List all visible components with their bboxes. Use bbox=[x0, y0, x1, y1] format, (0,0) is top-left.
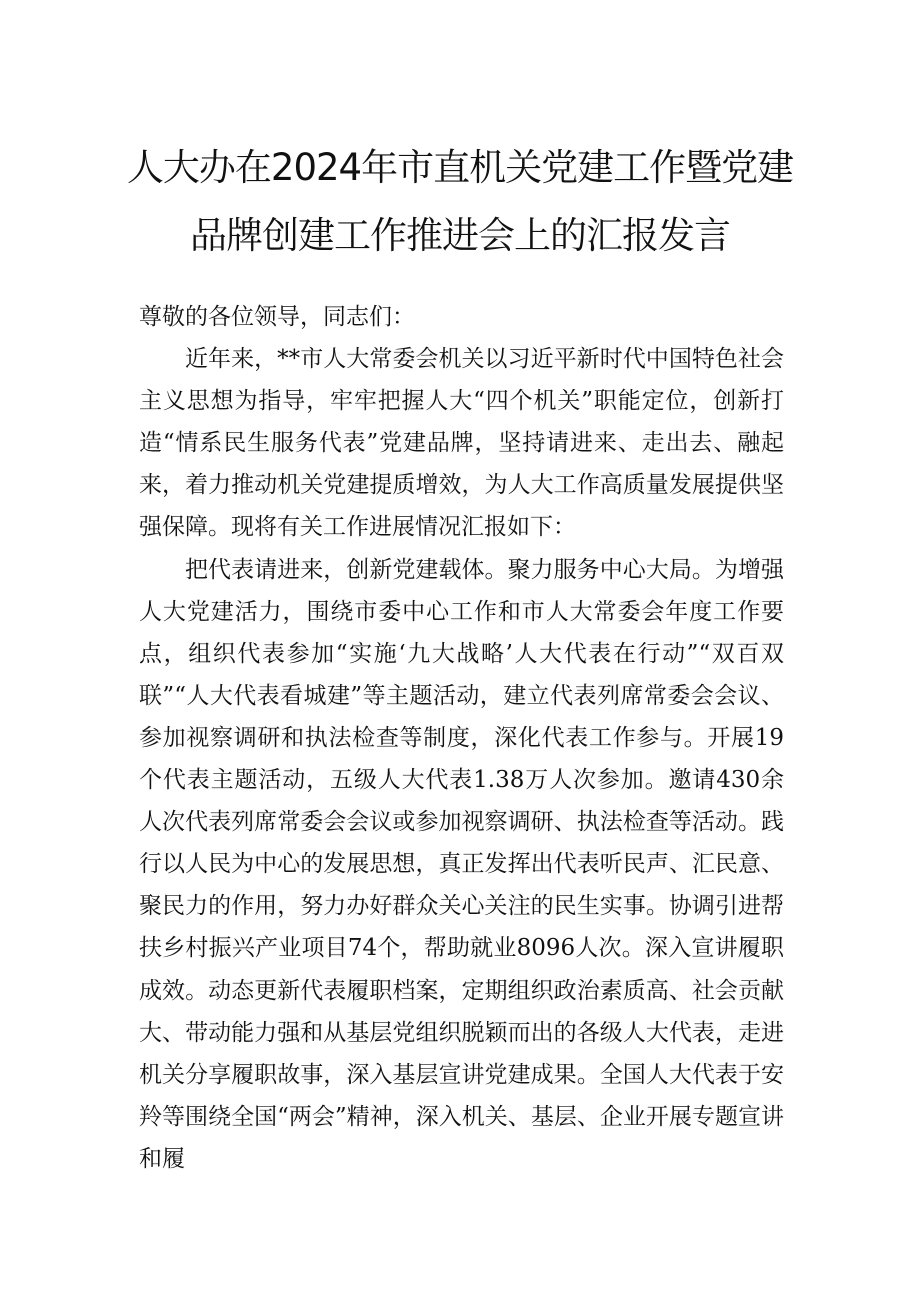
document-title-line-1: 人大办在2024年市直机关党建工作暨党建 bbox=[126, 146, 794, 189]
paragraph-section-1: 把代表请进来，创新党建载体。聚力服务中心大局。为增强人大党建活力，围绕市委中心工作和市人大常委会年度工作要点，组织代表参加“实施‘九大战略’人大代表在行动”“双百双联”“人大代表看城建”等主题活动，建立代表列席常委会会议、参加视察调研和执法检查等制度，深化代表工作参与。开展19个代表主题活动，五级人大代表1.38万人次参加。邀请430余人次代表列席常委会会议或参加视察调研、执法检查等活动。践行以人民为中心的发展思想，真正发挥出代表听民声、汇民意、聚民力的作用，努力办好群众关心关注的民生实事。协调引进帮扶乡村振兴产业项目74个，帮助就业8096人次。深入宣讲履职成效。动态更新代表履职档案，定期组织政治素质高、社会贡献大、带动能力强和从基层党组织脱颖而出的各级人大代表，走进机关分享履职故事，深入基层宣讲党建成果。全国人大代表于安羚等围绕全国“两会”精神，深入机关、基层、企业开展专题宣讲和履 bbox=[139, 556, 784, 1172]
document-title-line-2: 品牌创建工作推进会上的汇报发言 bbox=[190, 214, 730, 257]
paragraph-intro: 近年来，**市人大常委会机关以习近平新时代中国特色社会主义思想为指导，牢牢把握人大“四个机关”职能定位，创新打造“情系民生服务代表”党建品牌，坚持请进来、走出去、融起来，着力推动机关党建提质增效，为人大工作高质量发展提供坚强保障。现将有关工作进展情况汇报如下： bbox=[139, 346, 784, 541]
salutation: 尊敬的各位领导，同志们： bbox=[139, 304, 415, 330]
document-body bbox=[139, 296, 784, 1180]
